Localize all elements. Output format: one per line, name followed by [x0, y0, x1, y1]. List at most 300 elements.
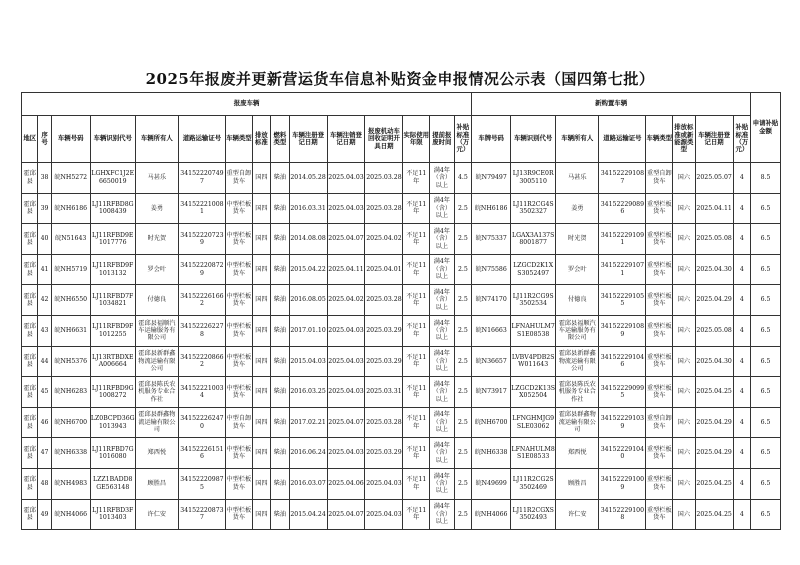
cell-vin: LZZ1BADD8GE563148 — [90, 468, 135, 499]
cell-type: 中型栏板货车 — [226, 224, 253, 255]
column-header-new-owner: 车辆所有人 — [556, 116, 599, 163]
cell-new-amount: 4 — [733, 315, 751, 346]
cell-new-vin: LFNAHULM8S1E08533 — [511, 438, 556, 469]
cell-permit: 341522262278 — [178, 315, 225, 346]
column-header-vin: 车辆识别代号 — [90, 116, 135, 163]
group-header-apply: 申请补贴金额 — [751, 93, 781, 163]
cell-new-amount: 4 — [733, 285, 751, 316]
cell-region: 霍邱县 — [22, 315, 38, 346]
cell-type: 中型自卸货车 — [226, 407, 253, 438]
cell-new-emission: 国六 — [673, 407, 696, 438]
cell-emission: 国四 — [252, 407, 270, 438]
cell-owner: 时光贺 — [135, 224, 178, 255]
column-header-new-emission: 排放标准或新能源类型 — [673, 116, 696, 163]
cell-new-vin: LZGCD2K13SX052504 — [511, 377, 556, 408]
cell-type: 中型栏板货车 — [226, 468, 253, 499]
cell-owner: 姜勇 — [135, 193, 178, 224]
cell-emission: 国四 — [252, 193, 270, 224]
cell-new-vin: LFNGHMJG9SLE03062 — [511, 407, 556, 438]
cell-emission: 国四 — [252, 224, 270, 255]
cell-plate: 皖NH6186 — [51, 193, 90, 224]
cell-new-emission: 国六 — [673, 499, 696, 530]
column-header-row — [22, 116, 781, 163]
cell-emission: 国四 — [252, 285, 270, 316]
cell-new-amount: 4 — [733, 224, 751, 255]
cell-permit: 341522210081 — [178, 193, 225, 224]
cell-new-type: 重型栏板货车 — [646, 346, 673, 377]
cell-new-amount: 4 — [733, 254, 751, 285]
cell-reg-date: 2016.03.07 — [289, 468, 327, 499]
cell-permit: 341522210034 — [178, 377, 225, 408]
cell-new-reg: 2025.05.08 — [695, 224, 733, 255]
cell-owner: 罗会叶 — [135, 254, 178, 285]
column-header-cancel-date: 车辆注销登记日期 — [327, 116, 365, 163]
cell-new-plate: 皖N49699 — [472, 468, 511, 499]
cell-apply-amount: 8.5 — [751, 163, 781, 194]
cell-new-reg: 2025.04.29 — [695, 285, 733, 316]
cell-early: 满4年（含）以上 — [430, 468, 455, 499]
cell-new-plate: 皖N74170 — [472, 285, 511, 316]
cell-new-permit: 341522290896 — [599, 193, 646, 224]
cell-fuel: 柴油 — [271, 193, 289, 224]
cell-new-owner: 付德良 — [556, 285, 599, 316]
cell-new-permit: 341522291039 — [599, 407, 646, 438]
cell-amount: 2.5 — [454, 377, 472, 408]
cell-plate: 皖NH6338 — [51, 438, 90, 469]
cell-new-emission: 国六 — [673, 468, 696, 499]
cell-early: 满4年（含）以上 — [430, 163, 455, 194]
cell-cancel-date: 2025.04.03 — [327, 346, 365, 377]
cell-years: 不足11年 — [403, 224, 430, 255]
cell-cancel-date: 2025.04.03 — [327, 163, 365, 194]
cell-new-owner: 罗会叶 — [556, 254, 599, 285]
cell-permit: 341522207239 — [178, 224, 225, 255]
cell-seq: 41 — [38, 254, 51, 285]
cell-reg-date: 2017.01.10 — [289, 315, 327, 346]
cell-early: 满4年（含）以上 — [430, 254, 455, 285]
cell-permit: 341522208729 — [178, 254, 225, 285]
cell-new-owner: 霍邱县陈氏农机服务专业合作社 — [556, 377, 599, 408]
cell-type: 中型栏板货车 — [226, 346, 253, 377]
cell-emission: 国四 — [252, 468, 270, 499]
cell-fuel: 柴油 — [271, 163, 289, 194]
column-header-new-type: 车辆类型 — [646, 116, 673, 163]
cell-plate: 皖NH4983 — [51, 468, 90, 499]
cell-new-emission: 国六 — [673, 377, 696, 408]
cell-apply-amount: 6.5 — [751, 407, 781, 438]
cell-new-permit: 341522291009 — [599, 468, 646, 499]
cell-apply-amount: 6.5 — [751, 499, 781, 530]
cell-new-type: 重型栏板货车 — [646, 254, 673, 285]
cell-new-vin: LJ11R2CGXS3502493 — [511, 499, 556, 530]
cell-new-type: 重型栏板货车 — [646, 438, 673, 469]
cell-new-type: 重型栏板货车 — [646, 499, 673, 530]
cell-cert-date: 2025.04.03 — [365, 499, 403, 530]
cell-new-reg: 2025.04.30 — [695, 346, 733, 377]
cell-permit: 341522261516 — [178, 438, 225, 469]
cell-new-owner: 霍邱县福顺汽车运输服务有限公司 — [556, 315, 599, 346]
cell-cert-date: 2025.03.29 — [365, 346, 403, 377]
cell-early: 满4年（含）以上 — [430, 315, 455, 346]
cell-new-reg: 2025.04.25 — [695, 499, 733, 530]
cell-reg-date: 2015.04.24 — [289, 499, 327, 530]
cell-plate: 皖NH4066 — [51, 499, 90, 530]
cell-new-reg: 2025.04.25 — [695, 468, 733, 499]
cell-region: 霍邱县 — [22, 377, 38, 408]
cell-amount: 2.5 — [454, 499, 472, 530]
cell-reg-date: 2016.03.31 — [289, 193, 327, 224]
cell-plate: 皖NH5376 — [51, 346, 90, 377]
cell-permit: 341522208662 — [178, 346, 225, 377]
table-row — [22, 468, 781, 499]
cell-seq: 45 — [38, 377, 51, 408]
cell-new-vin: LJ11R2CG4S3502327 — [511, 193, 556, 224]
cell-new-plate: 皖N16663 — [472, 315, 511, 346]
cell-cancel-date: 2025.04.03 — [327, 315, 365, 346]
cell-early: 满4年（含）以上 — [430, 285, 455, 316]
cell-new-amount: 4 — [733, 377, 751, 408]
cell-new-amount: 4 — [733, 407, 751, 438]
cell-reg-date: 2016.06.24 — [289, 438, 327, 469]
cell-type: 中型栏板货车 — [226, 499, 253, 530]
cell-early: 满4年（含）以上 — [430, 224, 455, 255]
cell-new-permit: 341522291087 — [599, 163, 646, 194]
cell-new-plate: 皖NH6186 — [472, 193, 511, 224]
cell-new-emission: 国六 — [673, 315, 696, 346]
table-row — [22, 193, 781, 224]
column-header-plate: 车辆号码 — [51, 116, 90, 163]
cell-amount: 2.5 — [454, 254, 472, 285]
cell-new-emission: 国六 — [673, 254, 696, 285]
cell-new-type: 重型自卸货车 — [646, 163, 673, 194]
cell-region: 霍邱县 — [22, 285, 38, 316]
cell-years: 不足11年 — [403, 315, 430, 346]
cell-years: 不足11年 — [403, 499, 430, 530]
cell-new-reg: 2025.04.29 — [695, 438, 733, 469]
cell-owner: 霍邱县福顺汽车运输服务有限公司 — [135, 315, 178, 346]
table-row — [22, 315, 781, 346]
cell-permit: 341522207497 — [178, 163, 225, 194]
cell-owner: 霍邱县群鑫物流运输有限公司 — [135, 407, 178, 438]
cell-owner: 马甚乐 — [135, 163, 178, 194]
cell-amount: 4.5 — [454, 163, 472, 194]
cell-type: 中型栏板货车 — [226, 254, 253, 285]
cell-region: 霍邱县 — [22, 163, 38, 194]
cell-cert-date: 2025.04.01 — [365, 254, 403, 285]
cell-cert-date: 2025.03.29 — [365, 438, 403, 469]
cell-region: 霍邱县 — [22, 254, 38, 285]
cell-permit: 341522262470 — [178, 407, 225, 438]
cell-new-emission: 国六 — [673, 285, 696, 316]
cell-new-reg: 2025.05.07 — [695, 163, 733, 194]
cell-vin: LJ11RFBD3F1013403 — [90, 499, 135, 530]
cell-new-owner: 姜勇 — [556, 193, 599, 224]
cell-type: 中型栏板货车 — [226, 193, 253, 224]
cell-cancel-date: 2025.04.06 — [327, 468, 365, 499]
table-row — [22, 285, 781, 316]
cell-amount: 2.5 — [454, 438, 472, 469]
cell-reg-date: 2017.02.21 — [289, 407, 327, 438]
cell-fuel: 柴油 — [271, 438, 289, 469]
cell-type: 中型栏板货车 — [226, 285, 253, 316]
cell-seq: 40 — [38, 224, 51, 255]
column-header-cert-date: 报废机动车回收证明开具日期 — [365, 116, 403, 163]
column-header-reg-date: 车辆注册登记日期 — [289, 116, 327, 163]
document-title: 2025年报废并更新营运货车信息补贴资金申报情况公示表（国四第七批） — [145, 70, 655, 88]
cell-new-emission: 国六 — [673, 163, 696, 194]
cell-new-owner: 许仁安 — [556, 499, 599, 530]
column-header-new-plate: 车牌号码 — [472, 116, 511, 163]
cell-emission: 国四 — [252, 254, 270, 285]
cell-emission: 国四 — [252, 499, 270, 530]
cell-amount: 2.5 — [454, 315, 472, 346]
cell-apply-amount: 6.5 — [751, 377, 781, 408]
cell-new-owner: 时光贺 — [556, 224, 599, 255]
cell-new-amount: 4 — [733, 438, 751, 469]
cell-years: 不足11年 — [403, 407, 430, 438]
cell-new-plate: 皖N36657 — [472, 346, 511, 377]
cell-new-type: 重型栏板货车 — [646, 315, 673, 346]
subsidy-table — [21, 92, 781, 530]
cell-cert-date: 2025.04.03 — [365, 468, 403, 499]
cell-new-vin: LVBV4PDB2SW011643 — [511, 346, 556, 377]
cell-vin: LJ11RFBD8G1008439 — [90, 193, 135, 224]
cell-fuel: 柴油 — [271, 285, 289, 316]
cell-years: 不足11年 — [403, 377, 430, 408]
cell-cancel-date: 2025.04.03 — [327, 438, 365, 469]
column-header-region: 地区 — [22, 116, 38, 163]
cell-new-permit: 341522291091 — [599, 224, 646, 255]
cell-apply-amount: 6.5 — [751, 438, 781, 469]
group-header-new: 新购置车辆 — [472, 93, 751, 116]
cell-type: 重型自卸货车 — [226, 163, 253, 194]
cell-owner: 霍邱县新群鑫物流运输有限公司 — [135, 346, 178, 377]
cell-amount: 2.5 — [454, 407, 472, 438]
cell-new-owner: 霍邱县新群鑫物流运输有限公司 — [556, 346, 599, 377]
cell-new-reg: 2025.04.11 — [695, 193, 733, 224]
cell-emission: 国四 — [252, 346, 270, 377]
cell-cancel-date: 2025.04.02 — [327, 285, 365, 316]
cell-new-type: 重型栏板货车 — [646, 224, 673, 255]
cell-early: 满4年（含）以上 — [430, 193, 455, 224]
cell-new-plate: 皖N75337 — [472, 224, 511, 255]
column-header-fuel: 燃料类型 — [271, 116, 289, 163]
cell-apply-amount: 6.5 — [751, 193, 781, 224]
cell-apply-amount: 6.5 — [751, 315, 781, 346]
cell-early: 满4年（含）以上 — [430, 346, 455, 377]
cell-seq: 43 — [38, 315, 51, 346]
cell-new-owner: 马甚乐 — [556, 163, 599, 194]
cell-region: 霍邱县 — [22, 438, 38, 469]
column-header-owner: 车辆所有人 — [135, 116, 178, 163]
cell-vin: LGHXFC1J2E6650019 — [90, 163, 135, 194]
cell-vin: LJ11RFBD9F1013132 — [90, 254, 135, 285]
cell-new-vin: LJ13R9CE0R3005110 — [511, 163, 556, 194]
cell-apply-amount: 6.5 — [751, 468, 781, 499]
cell-vin: LJ11RFBD7G1016080 — [90, 438, 135, 469]
cell-new-permit: 341522290995 — [599, 377, 646, 408]
column-header-early: 提前报废时间 — [430, 116, 455, 163]
cell-new-owner: 霍邱县群鑫物流运输有限公司 — [556, 407, 599, 438]
cell-owner: 付德良 — [135, 285, 178, 316]
cell-reg-date: 2015.04.03 — [289, 346, 327, 377]
cell-type: 中型栏板货车 — [226, 377, 253, 408]
cell-type: 中型栏板货车 — [226, 315, 253, 346]
cell-region: 霍邱县 — [22, 346, 38, 377]
cell-amount: 2.5 — [454, 224, 472, 255]
cell-emission: 国四 — [252, 377, 270, 408]
cell-new-emission: 国六 — [673, 346, 696, 377]
table-row — [22, 377, 781, 408]
cell-cert-date: 2025.03.28 — [365, 285, 403, 316]
cell-plate: 皖NH6283 — [51, 377, 90, 408]
cell-fuel: 柴油 — [271, 346, 289, 377]
column-header-amount: 补贴标准（万元） — [454, 116, 472, 163]
cell-cancel-date: 2025.04.03 — [327, 193, 365, 224]
cell-new-amount: 4 — [733, 499, 751, 530]
cell-cert-date: 2025.03.28 — [365, 193, 403, 224]
cell-new-vin: LJ11R2CG9S3502534 — [511, 285, 556, 316]
column-header-new-vin: 车辆识别代号 — [511, 116, 556, 163]
cell-plate: 皖NH5719 — [51, 254, 90, 285]
cell-new-vin: LZGCD2K1XS3052497 — [511, 254, 556, 285]
cell-new-emission: 国六 — [673, 224, 696, 255]
cell-fuel: 柴油 — [271, 499, 289, 530]
cell-cert-date: 2025.04.02 — [365, 224, 403, 255]
cell-permit: 341522209875 — [178, 468, 225, 499]
cell-new-plate: 皖N75586 — [472, 254, 511, 285]
cell-region: 霍邱县 — [22, 407, 38, 438]
cell-fuel: 柴油 — [271, 407, 289, 438]
cell-new-amount: 4 — [733, 468, 751, 499]
cell-apply-amount: 6.5 — [751, 254, 781, 285]
cell-fuel: 柴油 — [271, 224, 289, 255]
cell-new-amount: 4 — [733, 163, 751, 194]
cell-early: 满4年（含）以上 — [430, 499, 455, 530]
cell-cancel-date: 2025.04.07 — [327, 407, 365, 438]
cell-new-permit: 341522291089 — [599, 315, 646, 346]
cell-new-type: 重型栏板货车 — [646, 193, 673, 224]
cell-owner: 郑西悦 — [135, 438, 178, 469]
cell-new-plate: 皖N79497 — [472, 163, 511, 194]
cell-new-type: 重型栏板货车 — [646, 468, 673, 499]
cell-permit: 341522261662 — [178, 285, 225, 316]
cell-permit: 341522208737 — [178, 499, 225, 530]
cell-plate: 皖NH6631 — [51, 315, 90, 346]
cell-cert-date: 2025.03.31 — [365, 377, 403, 408]
cell-vin: LZ0BCPD36G1013943 — [90, 407, 135, 438]
cell-years: 不足11年 — [403, 285, 430, 316]
cell-seq: 46 — [38, 407, 51, 438]
cell-reg-date: 2015.04.22 — [289, 254, 327, 285]
cell-fuel: 柴油 — [271, 254, 289, 285]
column-header-new-reg: 车辆注册登记日期 — [695, 116, 733, 163]
cell-years: 不足11年 — [403, 346, 430, 377]
cell-seq: 48 — [38, 468, 51, 499]
cell-new-emission: 国六 — [673, 438, 696, 469]
cell-plate: 皖NH5272 — [51, 163, 90, 194]
cell-new-emission: 国六 — [673, 193, 696, 224]
cell-seq: 39 — [38, 193, 51, 224]
cell-new-type: 重型栏板货车 — [646, 285, 673, 316]
cell-reg-date: 2016.03.25 — [289, 377, 327, 408]
cell-seq: 44 — [38, 346, 51, 377]
cell-cancel-date: 2025.04.03 — [327, 377, 365, 408]
column-header-seq: 序号 — [38, 116, 51, 163]
cell-cert-date: 2025.03.28 — [365, 163, 403, 194]
cell-region: 霍邱县 — [22, 468, 38, 499]
cell-cancel-date: 2025.04.07 — [327, 224, 365, 255]
cell-region: 霍邱县 — [22, 499, 38, 530]
cell-owner: 顾胜昌 — [135, 468, 178, 499]
cell-fuel: 柴油 — [271, 468, 289, 499]
cell-new-type: 重型自卸货车 — [646, 407, 673, 438]
cell-new-amount: 4 — [733, 193, 751, 224]
table-row — [22, 346, 781, 377]
cell-new-reg: 2025.04.29 — [695, 407, 733, 438]
cell-early: 满4年（含）以上 — [430, 438, 455, 469]
table-row — [22, 499, 781, 530]
cell-new-reg: 2025.04.25 — [695, 377, 733, 408]
cell-apply-amount: 6.5 — [751, 285, 781, 316]
column-header-new-amount: 补贴标准（万元） — [733, 116, 751, 163]
cell-vin: LJ11RFBD9F1012255 — [90, 315, 135, 346]
cell-new-permit: 341522291046 — [599, 346, 646, 377]
cell-cancel-date: 2025.04.11 — [327, 254, 365, 285]
cell-seq: 49 — [38, 499, 51, 530]
cell-years: 不足11年 — [403, 163, 430, 194]
cell-new-amount: 4 — [733, 346, 751, 377]
cell-new-permit: 341522291071 — [599, 254, 646, 285]
column-header-years: 实际使用年限 — [403, 116, 430, 163]
cell-amount: 2.5 — [454, 285, 472, 316]
cell-apply-amount: 6.5 — [751, 224, 781, 255]
cell-new-owner: 顾胜昌 — [556, 468, 599, 499]
column-header-permit: 道路运输证号 — [178, 116, 225, 163]
cell-emission: 国四 — [252, 438, 270, 469]
cell-seq: 38 — [38, 163, 51, 194]
cell-cert-date: 2025.03.29 — [365, 315, 403, 346]
cell-emission: 国四 — [252, 163, 270, 194]
cell-type: 中型栏板货车 — [226, 438, 253, 469]
cell-new-owner: 郑西悦 — [556, 438, 599, 469]
cell-reg-date: 2014.05.28 — [289, 163, 327, 194]
cell-new-permit: 341522291008 — [599, 499, 646, 530]
cell-vin: LJ11RFBD9E1017776 — [90, 224, 135, 255]
cell-amount: 2.5 — [454, 193, 472, 224]
cell-years: 不足11年 — [403, 438, 430, 469]
cell-years: 不足11年 — [403, 468, 430, 499]
cell-region: 霍邱县 — [22, 193, 38, 224]
cell-owner: 许仁安 — [135, 499, 178, 530]
cell-early: 满4年（含）以上 — [430, 407, 455, 438]
cell-seq: 47 — [38, 438, 51, 469]
cell-reg-date: 2014.08.08 — [289, 224, 327, 255]
cell-apply-amount: 6.5 — [751, 346, 781, 377]
cell-vin: LJ11RFBD7F1034821 — [90, 285, 135, 316]
table-body — [22, 163, 781, 530]
cell-years: 不足11年 — [403, 254, 430, 285]
cell-years: 不足11年 — [403, 193, 430, 224]
cell-owner: 霍邱县陈氏农机服务专业合作社 — [135, 377, 178, 408]
cell-vin: LJ11RFBD9G1008272 — [90, 377, 135, 408]
group-header-scrap: 报废车辆 — [22, 93, 472, 116]
cell-reg-date: 2016.08.05 — [289, 285, 327, 316]
cell-new-plate: 皖NH4066 — [472, 499, 511, 530]
cell-plate: 皖NH6700 — [51, 407, 90, 438]
cell-new-plate: 皖N73917 — [472, 377, 511, 408]
cell-emission: 国四 — [252, 315, 270, 346]
